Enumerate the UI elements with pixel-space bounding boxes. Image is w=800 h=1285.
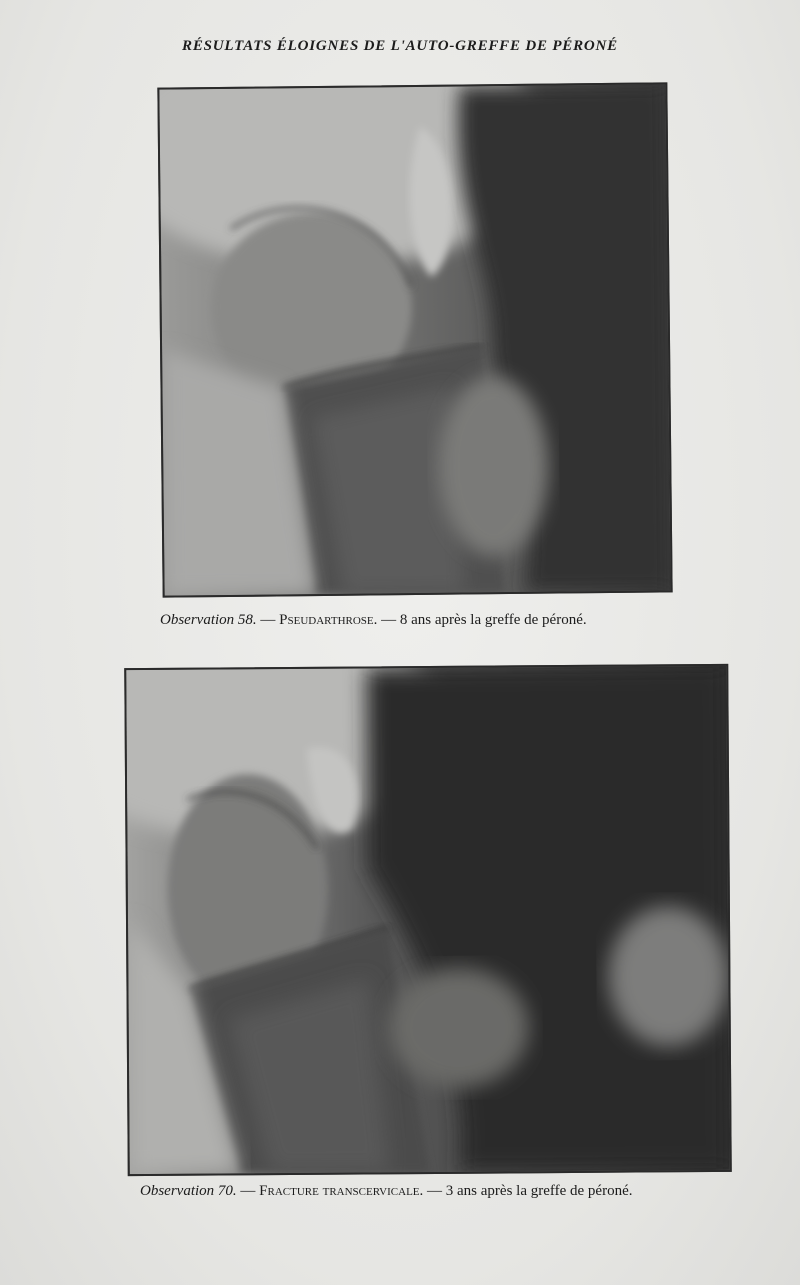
caption-dash: —	[236, 1183, 260, 1199]
caption-dash: —	[423, 1183, 446, 1199]
detail-label: 3 ans après la greffe de péroné.	[445, 1183, 633, 1199]
caption-dash: —	[256, 612, 280, 628]
caption-dash: —	[377, 612, 400, 628]
radiograph-2-drawing	[126, 666, 730, 1174]
diagnosis-label: Fracture transcervicale.	[259, 1183, 424, 1199]
radiograph-1-drawing	[159, 84, 670, 595]
observation-label: Observation 58.	[160, 612, 257, 628]
detail-label: 8 ans après la greffe de péroné.	[399, 612, 587, 628]
figure-caption-1	[160, 612, 587, 629]
radiograph-image-1	[157, 82, 672, 597]
figure-caption-2	[140, 1183, 632, 1200]
radiograph-image-2	[124, 664, 732, 1176]
observation-label: Observation 70.	[140, 1183, 237, 1199]
running-head: RÉSULTATS ÉLOIGNES DE L'AUTO-GREFFE DE PÉRONÉ	[182, 38, 618, 54]
diagnosis-label: Pseudarthrose.	[279, 612, 378, 628]
